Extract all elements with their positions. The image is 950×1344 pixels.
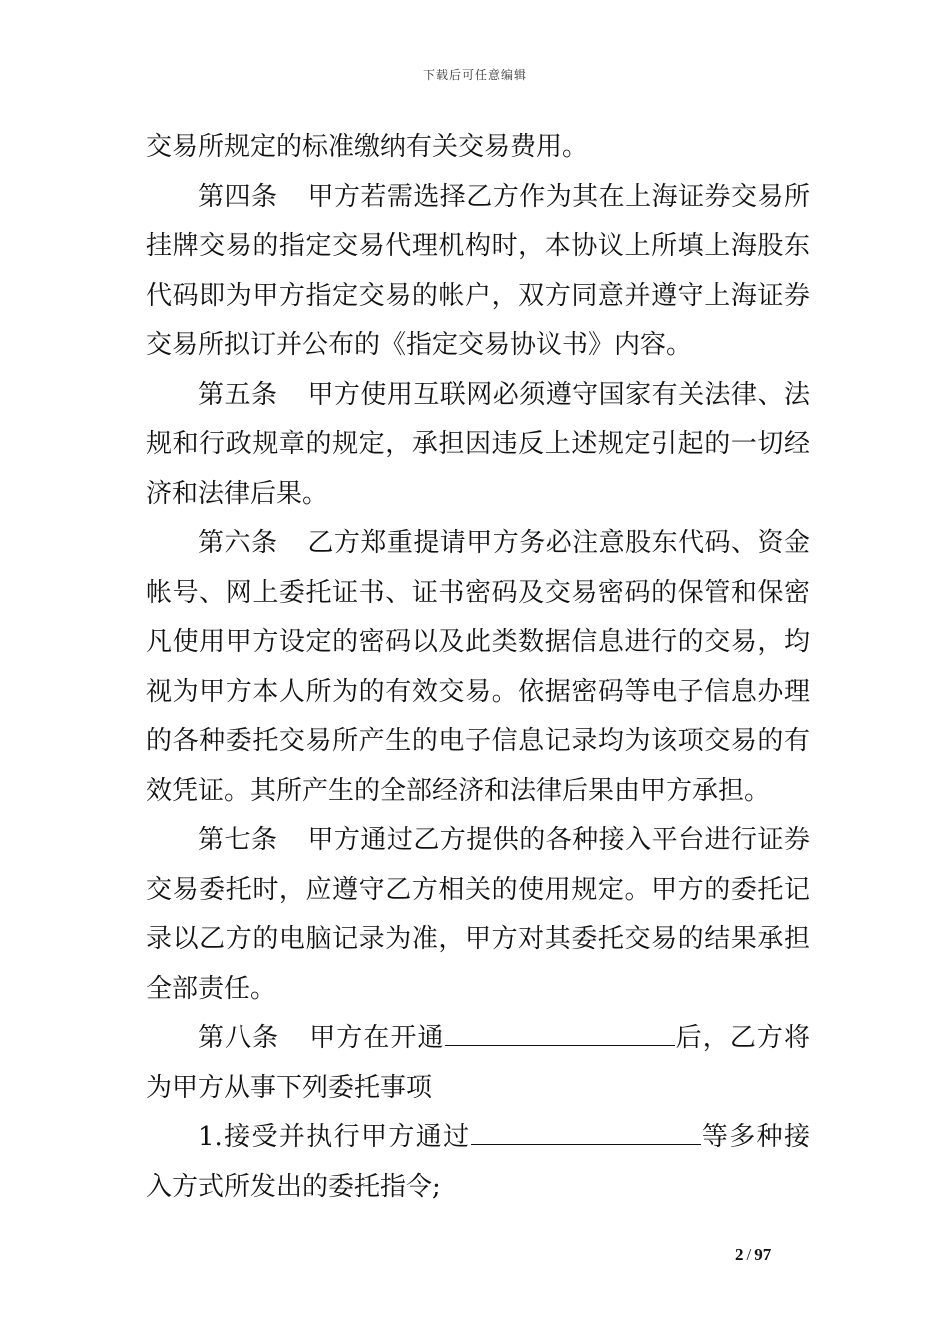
total-pages: 97 — [754, 1245, 772, 1264]
list-item-text-after-blank: 等多种接入方式所发出的委托指令; — [146, 1122, 810, 1202]
list-item-text-before-blank: 1.接受并执行甲方通过 — [198, 1122, 471, 1152]
page-header — [0, 66, 950, 83]
article-7 — [146, 816, 810, 1014]
article-number: 第四条 — [198, 181, 278, 212]
page-separator: / — [746, 1245, 752, 1264]
article-number: 第五条 — [198, 379, 278, 410]
paragraph-text: 甲方使用互联网必须遵守国家有关法律、法规和行政规章的规定，承担因违反上述规定引起的一切经济和法律后果。 — [146, 379, 810, 509]
paragraph-text-after-blank: 后，乙方将为甲方从事下列委托事项 — [146, 1023, 810, 1103]
paragraph-text-before-blank: 甲方在开通 — [309, 1023, 445, 1053]
paragraph-continuation — [146, 123, 810, 173]
article-8 — [146, 1014, 810, 1113]
fill-in-blank[interactable] — [445, 1023, 675, 1046]
list-item-1 — [146, 1113, 810, 1212]
article-4 — [146, 173, 810, 371]
article-number: 第七条 — [198, 825, 278, 855]
paragraph-text: 甲方通过乙方提供的各种接入平台进行证券交易委托时，应遵守乙方相关的使用规定。甲方的委托记录以乙方的电脑记录为准，甲方对其委托交易的结果承担全部责任。 — [146, 825, 810, 1004]
paragraph-text: 甲方若需选择乙方作为其在上海证券交易所挂牌交易的指定交易代理机构时，本协议上所填上海股东代码即为甲方指定交易的帐户，双方同意并遵守上海证券交易所拟订并公布的《指定交易协议书》内容。 — [146, 181, 810, 360]
article-number: 第八条 — [198, 1023, 280, 1053]
document-body — [146, 123, 810, 1212]
paragraph-text: 乙方郑重提请甲方务必注意股东代码、资金帐号、网上委托证书、证书密码及交易密码的保管和保密凡使用甲方设定的密码以及此类数据信息进行的交易，均视为甲方本人所为的有效交易。依据密码等电子信息办理的各种委托交易所产生的电子信息记录均为该项交易的有效凭证。其所产生的全部经济和法律后果由甲方承担。 — [146, 528, 810, 806]
paragraph-text: 交易所规定的标准缴纳有关交易费用。 — [146, 132, 589, 162]
page-number — [735, 1245, 771, 1265]
header-text: 下载后可任意编辑 — [422, 68, 527, 82]
article-5 — [146, 371, 810, 520]
fill-in-blank[interactable] — [471, 1122, 701, 1145]
article-6 — [146, 519, 810, 816]
article-number: 第六条 — [198, 528, 278, 558]
current-page: 2 — [735, 1245, 744, 1264]
